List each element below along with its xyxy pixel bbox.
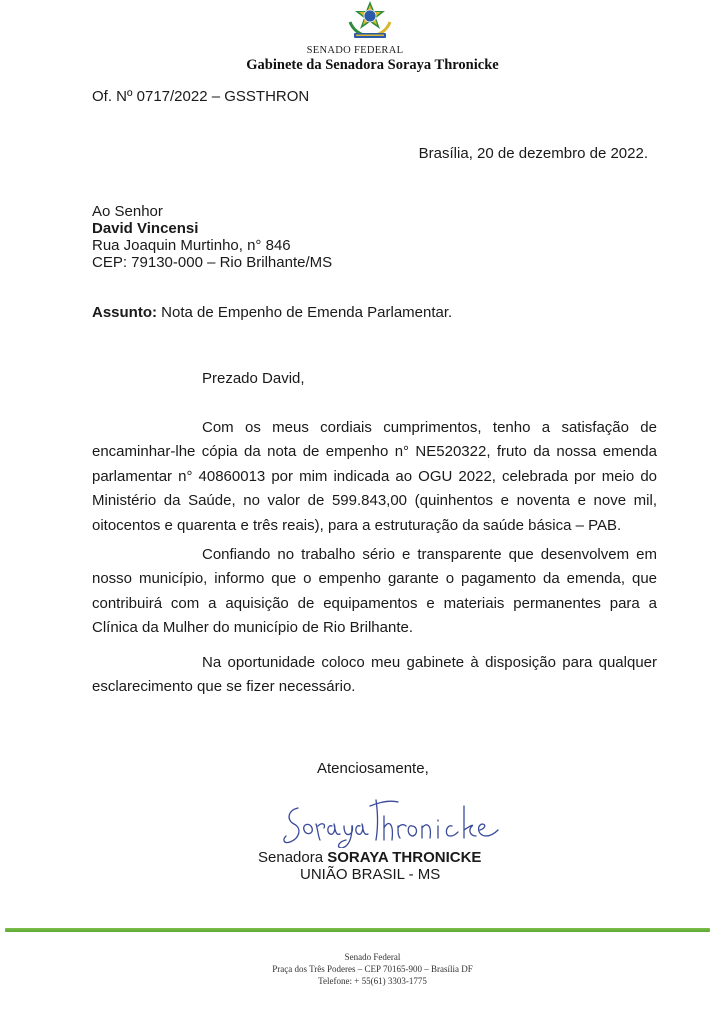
addressee-block	[92, 203, 332, 271]
signer-name: SORAYA THRONICKE	[327, 849, 482, 866]
institution-label: SENADO FEDERAL	[306, 45, 404, 56]
paragraph-text: Com os meus cordiais cumprimentos, tenho a satisfação de encaminhar-lhe cópia da nota de empenho n° NE520322, fruto da nossa emenda parlamentar n° 40860013 por mim indicada ao OGU 2022, celebrada por meio do Ministério da Saúde, no valor de 599.843,00 (quinhentos e noventa e nove mil, oitocentos e quarenta e três reais), para a estruturação da saúde básica – PAB.	[92, 419, 657, 534]
footer-institution: Senado Federal	[344, 952, 401, 962]
paragraph-text: Confiando no trabalho sério e transparente que desenvolvem em nosso município, informo que o empenho garante o pagamento da emenda, que contribuirá com a aquisição de equipamentos e materiais permanentes para a Clínica da Mulher do município de Rio Brilhante.	[92, 546, 657, 637]
body-paragraph-3	[92, 651, 657, 700]
paragraph-text: Na oportunidade coloco meu gabinete à disposição para qualquer esclarecimento que se fizer necessário.	[92, 654, 657, 696]
letter-date: Brasília, 20 de dezembro de 2022.	[418, 145, 648, 162]
subject-label: Assunto:	[92, 304, 157, 321]
footer-address: Praça dos Três Poderes – CEP 70165-900 – Brasília DF	[272, 964, 473, 974]
addressee-cep: CEP: 79130-000 – Rio Brilhante/MS	[92, 254, 333, 271]
subject-text: Nota de Empenho de Emenda Parlamentar.	[157, 304, 453, 321]
addressee-salutation: Ao Senhor	[92, 203, 163, 220]
addressee-name: David Vincensi	[92, 220, 199, 237]
body-paragraph-1	[92, 416, 657, 538]
letter-reference: Of. Nº 0717/2022 – GSSTHRON	[92, 88, 310, 105]
subject-line	[92, 304, 452, 321]
greeting: Prezado David,	[202, 370, 305, 387]
footer-phone: Telefone: + 55(61) 3303-1775	[318, 976, 427, 986]
closing: Atenciosamente,	[317, 760, 429, 777]
signer-name-line	[258, 849, 481, 866]
office-title: Gabinete da Senadora Soraya Thronicke	[246, 57, 499, 73]
footer-divider	[5, 928, 710, 932]
signer-title: Senadora	[258, 849, 328, 866]
coat-of-arms-icon	[344, 0, 396, 40]
body-paragraph-2	[92, 543, 657, 641]
signer-party: UNIÃO BRASIL - MS	[300, 866, 441, 883]
addressee-street: Rua Joaquin Murtinho, n° 846	[92, 237, 291, 254]
handwritten-signature	[280, 796, 500, 848]
